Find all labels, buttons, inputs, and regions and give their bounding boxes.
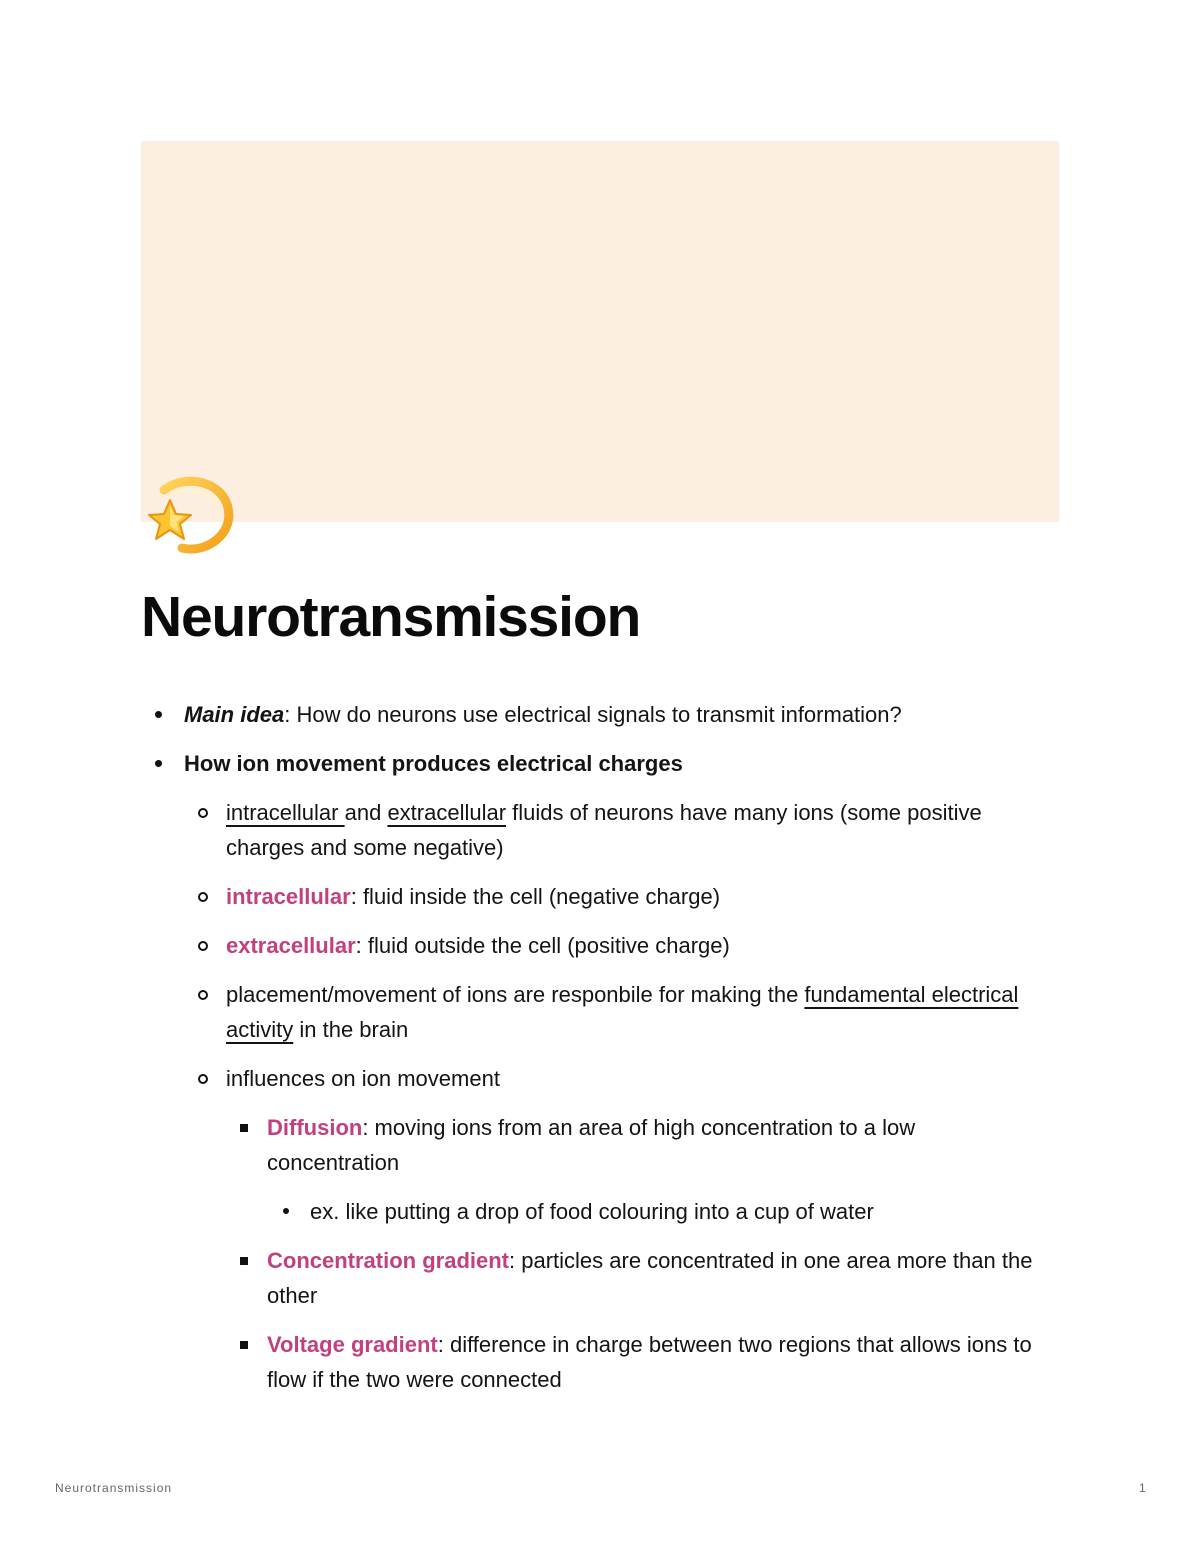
list-item-placement bbox=[184, 977, 1041, 1047]
bullet-square bbox=[240, 1124, 248, 1132]
footer-title: Neurotransmission bbox=[55, 1481, 173, 1495]
influences-text: influences on ion movement bbox=[226, 1066, 500, 1091]
bullet-dot bbox=[155, 760, 162, 767]
diffusion-example-list bbox=[267, 1194, 1041, 1229]
list-item-intracellular bbox=[184, 879, 1041, 914]
list-item-voltage-gradient bbox=[226, 1327, 1041, 1397]
bullet-circle bbox=[198, 1074, 208, 1084]
diffusion-term: Diffusion bbox=[267, 1115, 363, 1140]
bullet-square bbox=[240, 1341, 248, 1349]
list-item-concentration-gradient bbox=[226, 1243, 1041, 1313]
list-item-ion-movement bbox=[141, 746, 1041, 1397]
concentration-gradient-definition: : particles are concentrated in one area more than the other bbox=[267, 1248, 1033, 1308]
bullet-circle bbox=[198, 990, 208, 1000]
page-number: 1 bbox=[1139, 1481, 1146, 1495]
list-item-fluids bbox=[184, 795, 1041, 865]
ion-movement-sublist bbox=[184, 795, 1041, 1397]
document-body bbox=[141, 697, 1041, 1411]
ion-movement-heading: How ion movement produces electrical charges bbox=[184, 751, 683, 776]
cover-banner bbox=[141, 141, 1059, 522]
bullet-circle bbox=[198, 892, 208, 902]
intracellular-definition: : fluid inside the cell (negative charge) bbox=[350, 884, 721, 909]
fundamental-activity-underlined: fundamental electrical activity bbox=[226, 982, 1019, 1042]
extracellular-underlined: extracellular bbox=[387, 800, 507, 825]
diffusion-example: ex. like putting a drop of food colouring into a cup of water bbox=[310, 1199, 874, 1224]
bullet-circle bbox=[198, 941, 208, 951]
page-title: Neurotransmission bbox=[141, 585, 641, 649]
dizzy-star-icon bbox=[144, 472, 234, 558]
and-text: and bbox=[344, 800, 388, 825]
placement-text-end: in the brain bbox=[293, 1017, 409, 1042]
influences-sublist bbox=[226, 1110, 1041, 1397]
concentration-gradient-term: Concentration gradient bbox=[267, 1248, 510, 1273]
list-item-main-idea bbox=[141, 697, 1041, 732]
intracellular-underlined: intracellular bbox=[226, 800, 345, 825]
intracellular-term: intracellular bbox=[226, 884, 351, 909]
bullet-dot bbox=[283, 1208, 289, 1214]
voltage-gradient-term: Voltage gradient bbox=[267, 1332, 438, 1357]
diffusion-definition: : moving ions from an area of high concentration to a low concentration bbox=[267, 1115, 916, 1175]
fluids-text: fluids of neurons have many ions (some positive charges and some negative) bbox=[226, 800, 982, 860]
list-item-diffusion-example bbox=[267, 1194, 1041, 1229]
main-idea-label: Main idea bbox=[184, 702, 285, 727]
list-item-diffusion bbox=[226, 1110, 1041, 1229]
bullet-circle bbox=[198, 808, 208, 818]
bullet-dot bbox=[155, 711, 162, 718]
main-bullet-list bbox=[141, 697, 1041, 1397]
bullet-square bbox=[240, 1257, 248, 1265]
placement-text: placement/movement of ions are responbile for making the bbox=[226, 982, 805, 1007]
voltage-gradient-definition: : difference in charge between two regions that allows ions to flow if the two were connected bbox=[267, 1332, 1032, 1392]
extracellular-definition: : fluid outside the cell (positive charge) bbox=[355, 933, 730, 958]
extracellular-term: extracellular bbox=[226, 933, 356, 958]
list-item-extracellular bbox=[184, 928, 1041, 963]
main-idea-text: : How do neurons use electrical signals to transmit information? bbox=[284, 702, 902, 727]
list-item-influences bbox=[184, 1061, 1041, 1397]
